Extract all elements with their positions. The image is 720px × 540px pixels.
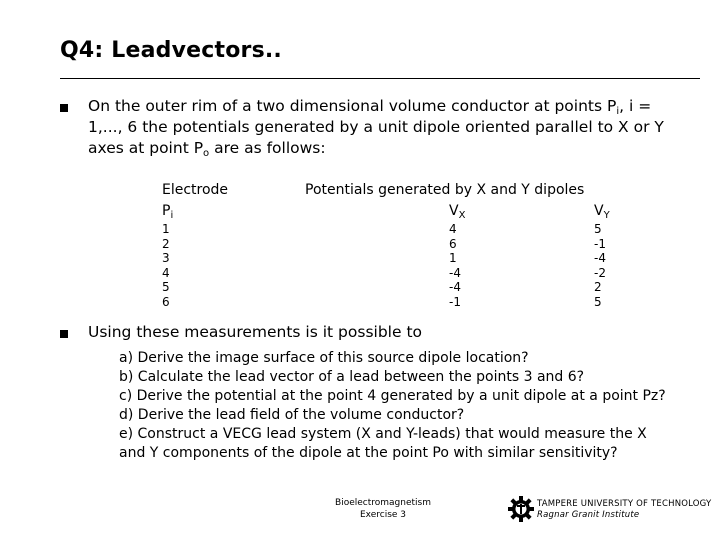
table-cell: -4 bbox=[594, 251, 606, 265]
gear-logo-icon bbox=[508, 496, 534, 522]
table-cell: 2 bbox=[594, 280, 602, 294]
table-cell: 1 bbox=[162, 222, 170, 236]
bullet-icon bbox=[60, 104, 68, 112]
vx-column bbox=[449, 222, 461, 309]
vy-column bbox=[594, 222, 606, 309]
footer-course: Bioelectromagnetism Exercise 3 bbox=[335, 498, 431, 520]
table-cell: 5 bbox=[594, 294, 602, 309]
table-cell: 1 bbox=[449, 251, 457, 265]
task-list bbox=[119, 349, 689, 463]
table-cell: -1 bbox=[594, 236, 606, 251]
institute-name: Ragnar Granit Institute bbox=[537, 510, 640, 520]
intro-paragraph: On the outer rim of a two dimensional volume conductor at points $P_i$, i = 1,..., 6 the potentials generated by a unit dipole oriented parallel to X or Y axes at point $P_o$ are as follows: bbox=[88, 97, 664, 159]
potentials-header: Potentials generated by X and Y dipoles bbox=[305, 182, 585, 198]
footer-institution bbox=[537, 499, 711, 521]
slide-title: Q4: Leadvectors.. bbox=[60, 38, 282, 63]
question-intro: Using these measurements is it possible to bbox=[88, 323, 422, 341]
table-cell: 6 bbox=[162, 294, 170, 309]
title-divider bbox=[60, 78, 700, 79]
list-item: a) Derive the image surface of this source dipole location? bbox=[119, 350, 529, 366]
table-cell: -4 bbox=[449, 280, 461, 294]
university-name: TAMPERE UNIVERSITY OF TECHNOLOGY bbox=[537, 499, 712, 509]
list-item: b) Calculate the lead vector of a lead between the points 3 and 6? bbox=[119, 369, 585, 385]
table-cell: -1 bbox=[449, 294, 461, 309]
list-item: d) Derive the lead field of the volume conductor? bbox=[119, 407, 465, 423]
table-cell: 4 bbox=[449, 222, 457, 236]
list-item: and Y components of the dipole at the point Po with similar sensitivity? bbox=[119, 445, 618, 461]
table-cell: -2 bbox=[594, 265, 606, 280]
vx-header: $V_X$ bbox=[449, 203, 466, 221]
table-cell: 5 bbox=[594, 222, 602, 236]
table-cell: -4 bbox=[449, 265, 461, 280]
electrode-column bbox=[162, 222, 170, 309]
table-cell: 4 bbox=[162, 265, 170, 280]
vy-header: $V_Y$ bbox=[594, 203, 610, 221]
list-item: e) Construct a VECG lead system (X and Y-leads) that would measure the X bbox=[119, 426, 647, 442]
list-item: c) Derive the potential at the point 4 generated by a unit dipole at a point Pz? bbox=[119, 388, 666, 404]
electrode-header: Electrode $P_i$ bbox=[162, 182, 229, 221]
bullet-icon bbox=[60, 330, 68, 338]
table-cell: 2 bbox=[162, 236, 170, 251]
table-cell: 6 bbox=[449, 236, 457, 251]
table-cell: 3 bbox=[162, 251, 170, 265]
table-cell: 5 bbox=[162, 280, 170, 294]
